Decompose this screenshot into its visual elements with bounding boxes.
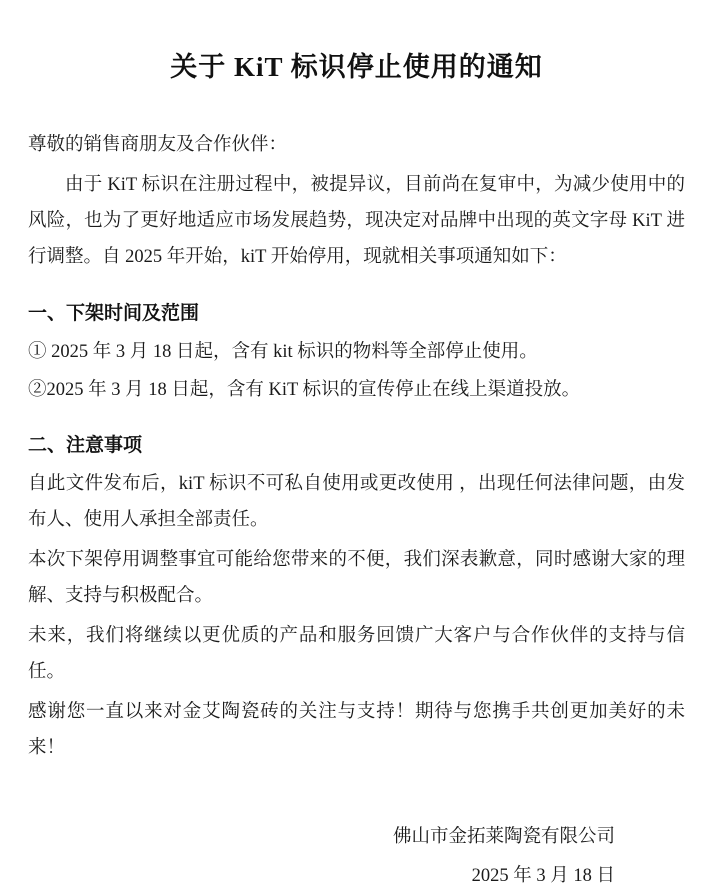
- section-heading-2: 二、注意事项: [28, 434, 143, 456]
- signature-company: 佛山市金拓莱陶瓷有限公司: [392, 827, 615, 848]
- section-1-item-1: ① 2025 年 3 月 18 日起，含有 kit 标识的物料等全部停止使用。: [28, 342, 538, 363]
- section-2-item-3: 未来，我们将继续以更优质的产品和服务回馈广大客户与合作伙伴的支持与信任。: [28, 625, 685, 682]
- section-2-item-4: 感谢您一直以来对金艾陶瓷砖的关注与支持！期待与您携手共创更加美好的未来！: [28, 701, 685, 758]
- section-2-item-1: 自此文件发布后，kiT 标识不可私自使用或更改使用 ，出现任何法律问题，由发布人、使用人承担全部责任。: [28, 473, 685, 530]
- spacer: [28, 279, 685, 285]
- salutation: 尊敬的销售商朋友及合作伙伴：: [28, 135, 288, 156]
- section-1-item-2: ②2025 年 3 月 18 日起，含有 KiT 标识的宣传停止在线上渠道投放。: [28, 380, 581, 401]
- spacer: [28, 411, 685, 417]
- intro-paragraph: 由于 KiT 标识在注册过程中，被提异议，目前尚在复审中，为减少使用中的风险，也为了更好地适应市场发展趋势，现决定对品牌中出现的英文字母 KiT 进行调整。自 2025 年开始，kiT 开始停用，现就相关事项通知如下：: [28, 175, 685, 268]
- section-2-item-2: 本次下架停用调整事宜可能给您带来的不便，我们深表歉意，同时感谢大家的理解、支持与积极配合。: [28, 549, 685, 606]
- section-heading-1: 一、下架时间及范围: [28, 303, 200, 325]
- document-body: [28, 127, 685, 766]
- signature-date: 2025 年 3 月 18 日: [471, 865, 615, 886]
- signature-block: [28, 818, 685, 896]
- page-title: 关于 KiT 标识停止使用的通知: [170, 52, 543, 82]
